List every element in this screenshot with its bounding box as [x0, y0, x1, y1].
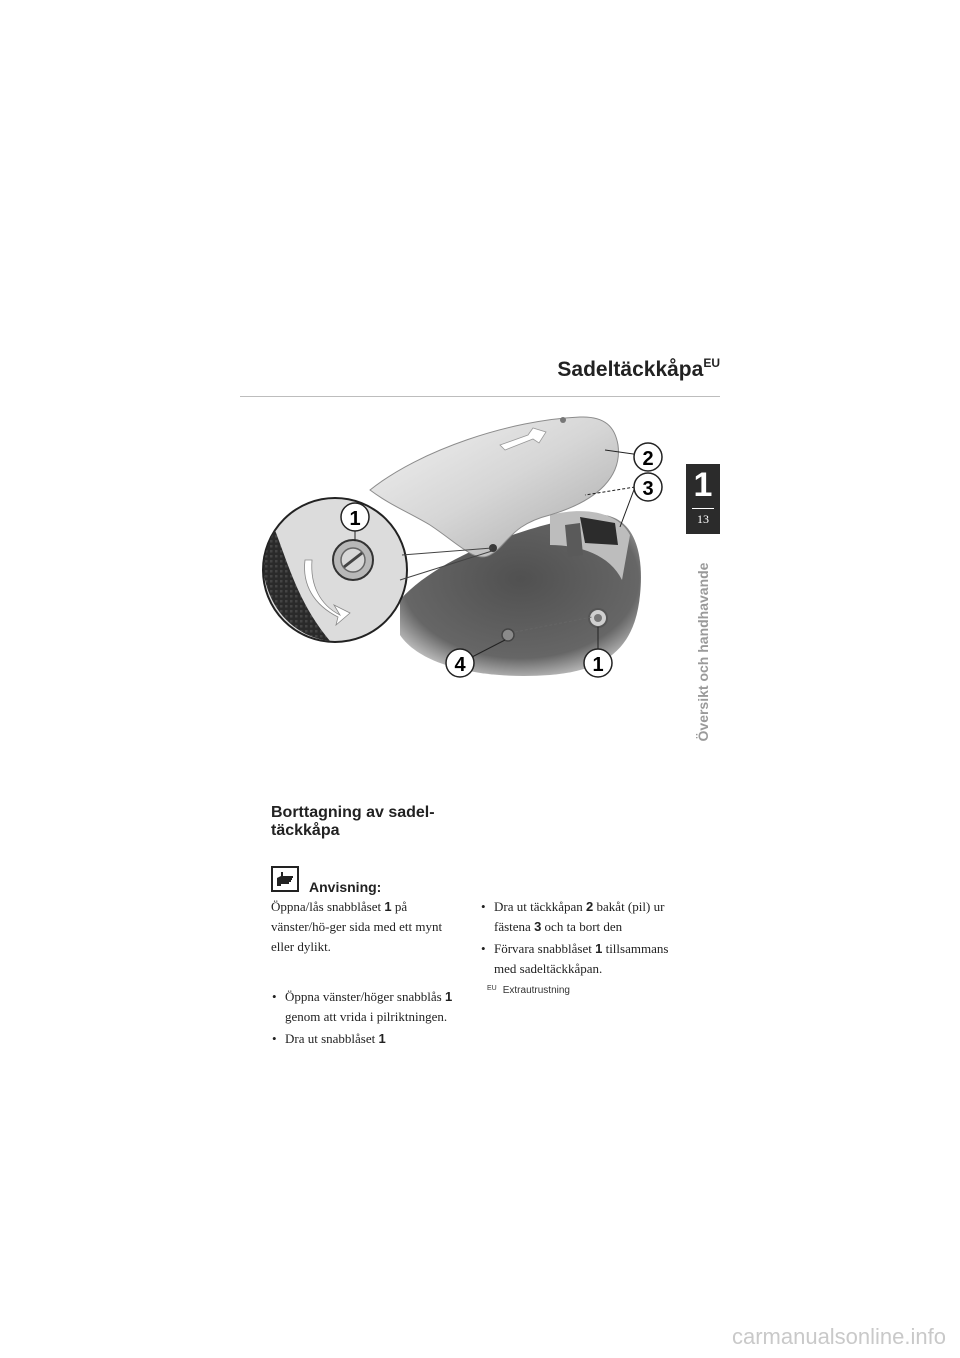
lock-cable-4: [502, 629, 514, 641]
side-section-label: Översikt och handhavande: [695, 562, 711, 742]
list-item: • Förvara snabblåset 1 tillsammans med sadeltäckkåpan.: [480, 939, 676, 979]
callout-3: [634, 473, 662, 501]
page-number: 13: [697, 512, 709, 526]
right-column: [480, 897, 676, 979]
chapter-number: 1: [693, 466, 713, 504]
svg-text:1: 1: [349, 508, 361, 530]
footnote: $^{EU}$ Extrautrustning: [487, 985, 570, 996]
svg-text:4: 4: [454, 654, 466, 676]
note-text: Öppna/lås snabblåset 1 på vänster/hö-ger sida med ett mynt eller dylikt.: [271, 899, 443, 954]
chapter-divider: [692, 508, 714, 509]
svg-text:2: 2: [642, 448, 654, 470]
list-item: • Dra ut snabblåset 1: [271, 1029, 467, 1049]
list-item: • Öppna vänster/höger snabblås 1 genom att vrida i pilriktningen.: [271, 987, 467, 1027]
callout-4: [446, 649, 474, 677]
chapter-tab: [686, 464, 720, 534]
callout-1-lock: [584, 649, 612, 677]
note-pointing-hand-icon: [271, 866, 299, 892]
eu-superscript: EU: [703, 356, 720, 370]
callout-1-zoom: [341, 503, 369, 531]
title-rule: [240, 396, 720, 397]
list-item: • Dra ut täckkåpan 2 bakåt (pil) ur fästena 3 och ta bort den: [480, 897, 676, 937]
seat-cover-illustration: [250, 405, 690, 705]
callout-2: [634, 443, 662, 471]
svg-text:3: 3: [642, 478, 654, 500]
page-title: Sadeltäckkåpa$^{EU}$: [557, 356, 720, 381]
svg-text:1: 1: [592, 654, 604, 676]
left-column: [271, 897, 467, 1049]
section-heading: Borttagning av sadel-täckkåpa: [271, 804, 435, 839]
note-label: Anvisning:: [309, 879, 382, 895]
watermark: carmanualsonline.info: [731, 1324, 946, 1349]
